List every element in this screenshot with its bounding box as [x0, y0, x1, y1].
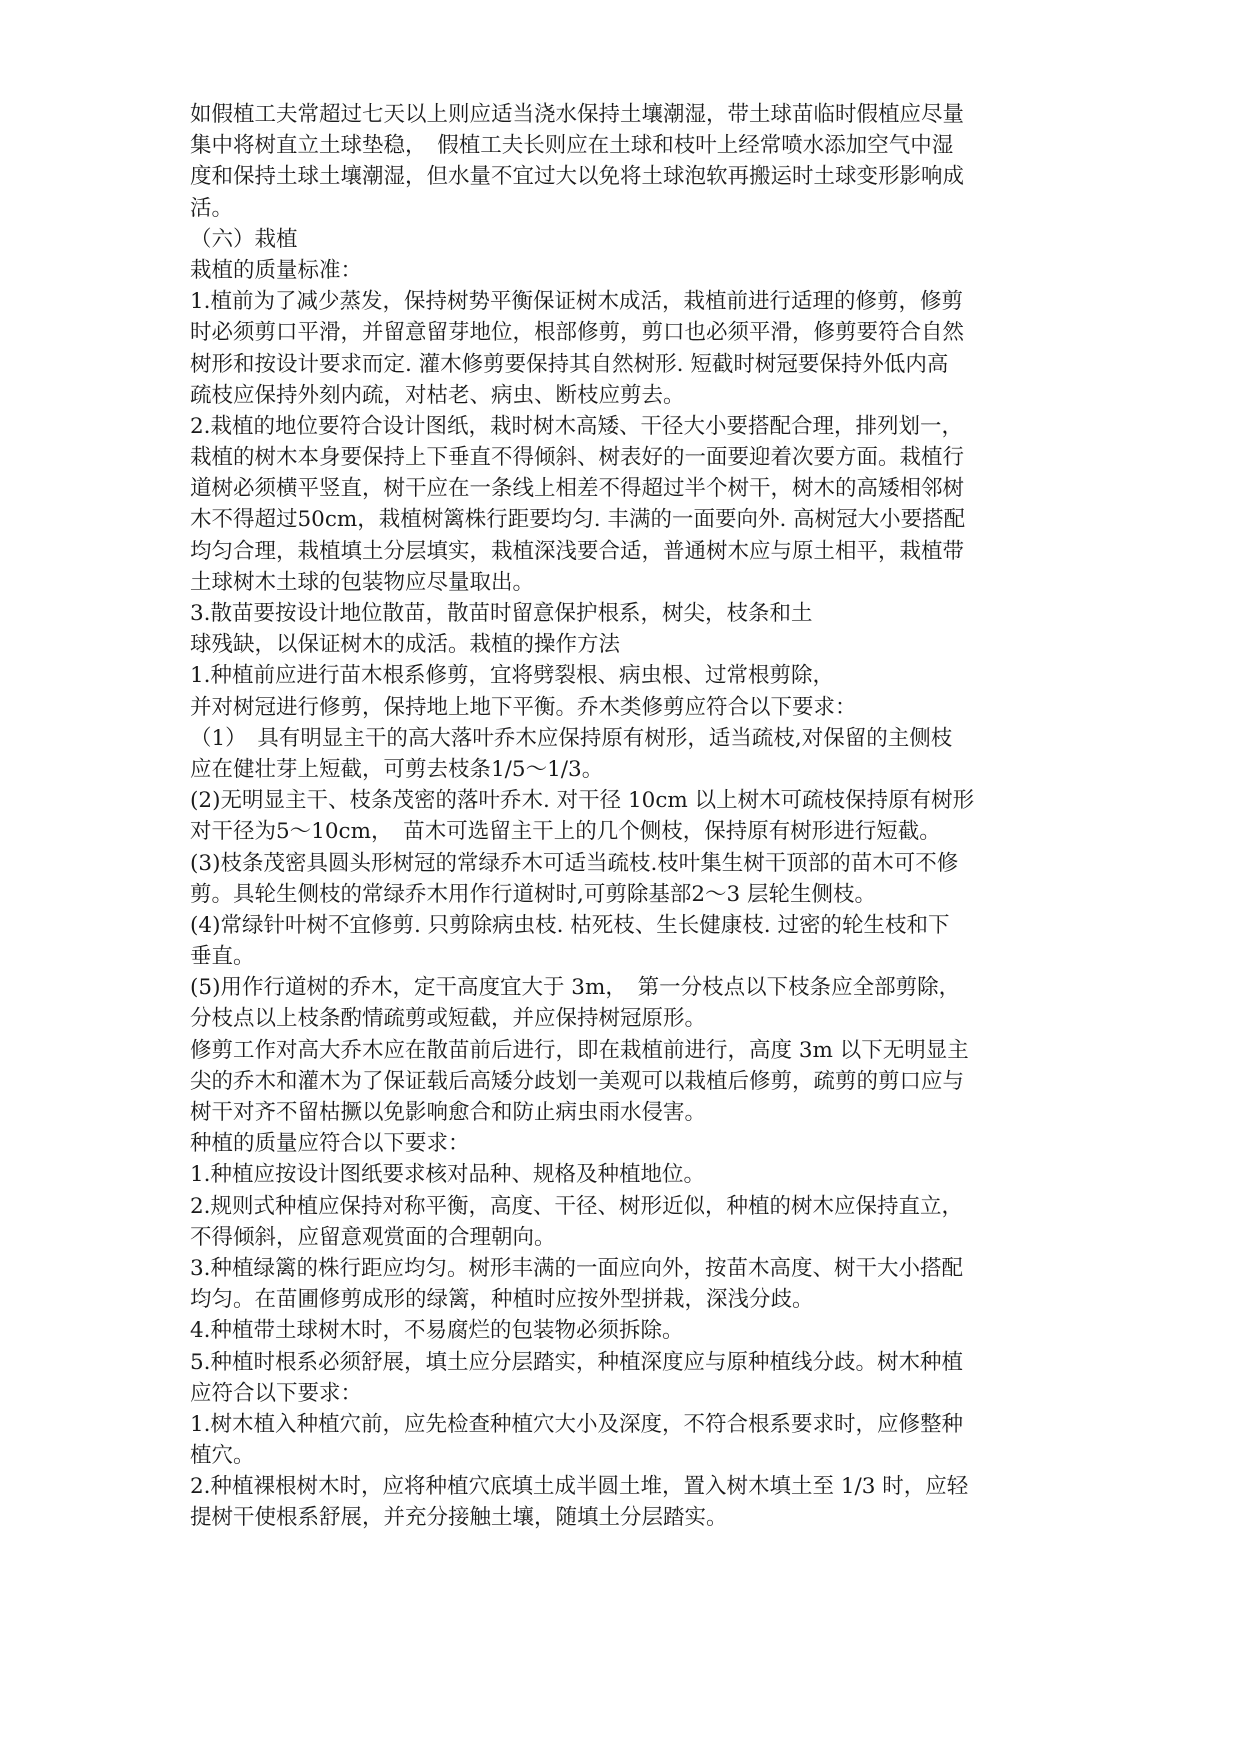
text-line: 不得倾斜，应留意观赏面的合理朝向。 [190, 1224, 556, 1250]
text-line: (2)无明显主干、枝条茂密的落叶乔木. 对干径 10cm 以上树木可疏枝保持原有树形 [190, 788, 975, 814]
text-line: 尖的乔木和灌木为了保证载后高矮分歧划一美观可以栽植后修剪，疏剪的剪口应与 [190, 1068, 965, 1094]
subheading: 栽植的质量标准： [190, 257, 363, 283]
text-line: 4.种植带土球树木时，不易腐烂的包装物必须拆除。 [190, 1318, 684, 1344]
text-line: (4)常绿针叶树不宜修剪. 只剪除病虫枝. 枯死枝、生长健康枝. 过密的轮生枝和下 [190, 912, 950, 938]
text-line: 3.种植绿篱的株行距应均匀。树形丰满的一面应向外，按苗木高度、树干大小搭配 [190, 1255, 964, 1281]
text-line: 球残缺，以保证树木的成活。栽植的操作方法 [190, 632, 621, 658]
text-line: 木不得超过50cm，栽植树篱株行距要均匀. 丰满的一面要向外. 高树冠大小要搭配 [190, 507, 966, 533]
text-line: 剪。具轮生侧枝的常绿乔木用作行道树时,可剪除基部2～3 层轮生侧枝。 [190, 881, 877, 907]
text-line: 应在健壮芽上短截，可剪去枝条1/5～1/3。 [190, 756, 604, 782]
text-line: 如假植工夫常超过七天以上则应适当浇水保持土壤潮湿，带土球苗临时假植应尽量 [190, 102, 965, 127]
document-body [190, 99, 1070, 1534]
text-line: 树干对齐不留枯撅以免影响愈合和防止病虫雨水侵害。 [190, 1100, 707, 1125]
text-line: (5)用作行道树的乔木，定干高度宜大于 3m， 第一分枝点以下枝条应全部剪除， [190, 975, 961, 1001]
text-line: 土球树木土球的包装物应尽量取出。 [190, 569, 535, 595]
text-line: 分枝点以上枝条酌情疏剪或短截，并应保持树冠原形。 [190, 1006, 707, 1032]
text-line: 2.种植裸根树木时，应将种植穴底填土成半圆土堆，置入树木填土至 1/3 时，应轻 [190, 1474, 969, 1500]
text-line: 修剪工作对高大乔木应在散苗前后进行，即在栽植前进行，高度 3m 以下无明显主 [190, 1037, 969, 1063]
text-line: 活。 [190, 195, 234, 221]
text-line: 对干径为5～10cm， 苗木可选留主干上的几个侧枝，保持原有树形进行短截。 [190, 819, 941, 845]
text-line: 道树必须横平竖直，树干应在一条线上相差不得超过半个树干，树木的高矮相邻树 [190, 476, 965, 502]
text-line: 1.种植应按设计图纸要求核对品种、规格及种植地位。 [190, 1162, 706, 1188]
text-line: （1） 具有明显主干的高大落叶乔木应保持原有树形，适当疏枝,对保留的主侧枝 [190, 725, 953, 751]
text-line: 集中将树直立土球垫稳， 假植工夫长则应在土球和枝叶上经常喷水添加空气中湿 [190, 133, 954, 159]
text-line: 疏枝应保持外刻内疏，对枯老、病虫、断枝应剪去。 [190, 382, 685, 408]
text-line: 均匀。在苗圃修剪成形的绿篱，种植时应按外型拼栽，深浅分歧。 [190, 1287, 814, 1313]
text-line: 并对树冠进行修剪，保持地上地下平衡。乔木类修剪应符合以下要求： [190, 694, 857, 720]
text-line: 时必须剪口平滑，并留意留芽地位，根部修剪，剪口也必须平滑，修剪要符合自然 [190, 320, 965, 346]
text-line: 均匀合理，栽植填土分层填实，栽植深浅要合适，普通树木应与原土相平，栽植带 [190, 538, 965, 564]
section-heading: （六）栽植 [190, 226, 298, 252]
text-line: 植穴。 [190, 1443, 255, 1469]
text-line: 1.植前为了减少蒸发，保持树势平衡保证树木成活，栽植前进行适理的修剪，修剪 [190, 289, 964, 315]
text-line: (3)枝条茂密具圆头形树冠的常绿乔木可适当疏枝.枝叶集生树干顶部的苗木可不修 [190, 850, 959, 876]
text-line: 提树干使根系舒展，并充分接触土壤，随填土分层踏实。 [190, 1505, 728, 1531]
text-line: 2.规则式种植应保持对称平衡，高度、干径、树形近似，种植的树木应保持直立， [190, 1193, 964, 1219]
text-line: 垂直。 [190, 944, 255, 970]
text-line: 栽植的树木本身要保持上下垂直不得倾斜、树表好的一面要迎着次要方面。栽植行 [190, 445, 965, 471]
text-line: 1.树木植入种植穴前，应先检查种植穴大小及深度，不符合根系要求时，应修整种 [190, 1411, 964, 1437]
text-line: 度和保持土球土壤潮湿，但水量不宜过大以免将土球泡软再搬运时土球变形影响成 [190, 164, 965, 190]
text-line: 5.种植时根系必须舒展，填土应分层踏实，种植深度应与原种植线分歧。树木种植 [190, 1349, 964, 1375]
text-line: 3.散苗要按设计地位散苗，散苗时留意保护根系，树尖，枝条和土 [190, 601, 813, 626]
subheading: 种植的质量应符合以下要求： [190, 1131, 470, 1157]
text-line: 1.种植前应进行苗木根系修剪，宜将劈裂根、病虫根、过常根剪除， [190, 663, 835, 689]
text-line: 应符合以下要求： [190, 1380, 363, 1406]
text-line: 树形和按设计要求而定. 灌木修剪要保持其自然树形. 短截时树冠要保持外低内高 [190, 351, 949, 377]
text-line: 2.栽植的地位要符合设计图纸，栽时树木高矮、干径大小要搭配合理，排列划一， [190, 413, 964, 439]
